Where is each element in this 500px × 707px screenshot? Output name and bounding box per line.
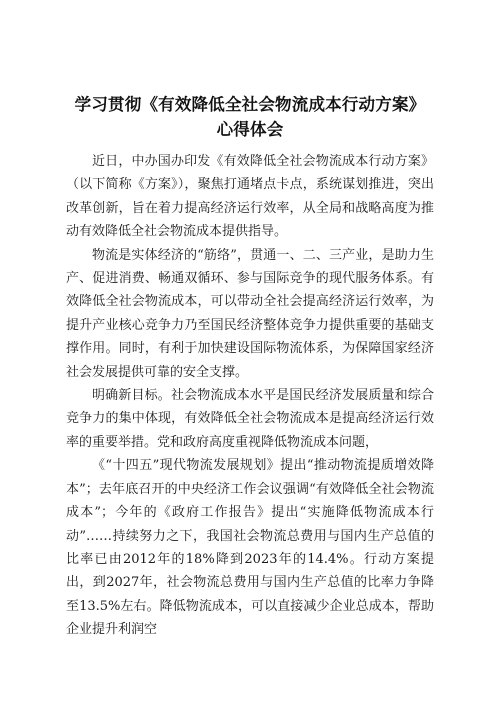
paragraph-policy-progress: 《“十四五”现代物流发展规划》提出“推动物流提质增效降本”；去年底召开的中央经济工作会议强调“有效降低全社会物流成本”；今年的《政府工作报告》提出“实施降低物流成本行动”……持续努力之下，我国社会物流总费用与国内生产总值的比率已由2012年的18%降到2023年的14.4%。行动方案提出，到2027年，社会物流总费用与国内生产总值的比率力争降至13.5%左右。降低物流成本，可以直接减少企业总成本，帮助企业提升利润空: [66, 458, 434, 638]
paragraph-intro: 近日，中办国办印发《有效降低全社会物流成本行动方案》（以下简称《方案》），聚焦打通堵点卡点，系统谋划推进，突出改革创新，旨在着力提高经济运行效率，从全局和战略高度为推动有效降低全社会物流成本提供指导。: [66, 154, 434, 240]
document-body: [66, 150, 434, 642]
paragraph-logistics-role: 物流是实体经济的“筋络”，贯通一、二、三产业，是助力生产、促进消费、畅通双循环、参与国际竞争的现代服务体系。有效降低全社会物流成本，可以带动全社会提高经济运行效率，为提升产业核心竞争力乃至国民经济整体竞争力提供重要的基础支撑作用。同时，有利于加快建设国际物流体系，为保障国家经济社会发展提供可靠的安全支撑。: [66, 247, 434, 380]
document-title: 学习贯彻《有效降低全社会物流成本行动方案》心得体会: [74, 95, 426, 139]
paragraph-new-goal: 明确新目标。社会物流成本水平是国民经济发展质量和综合竞争力的集中体现，有效降低全社会物流成本是提高经济运行效率的重要举措。党和政府高度重视降低物流成本问题，: [66, 388, 434, 450]
